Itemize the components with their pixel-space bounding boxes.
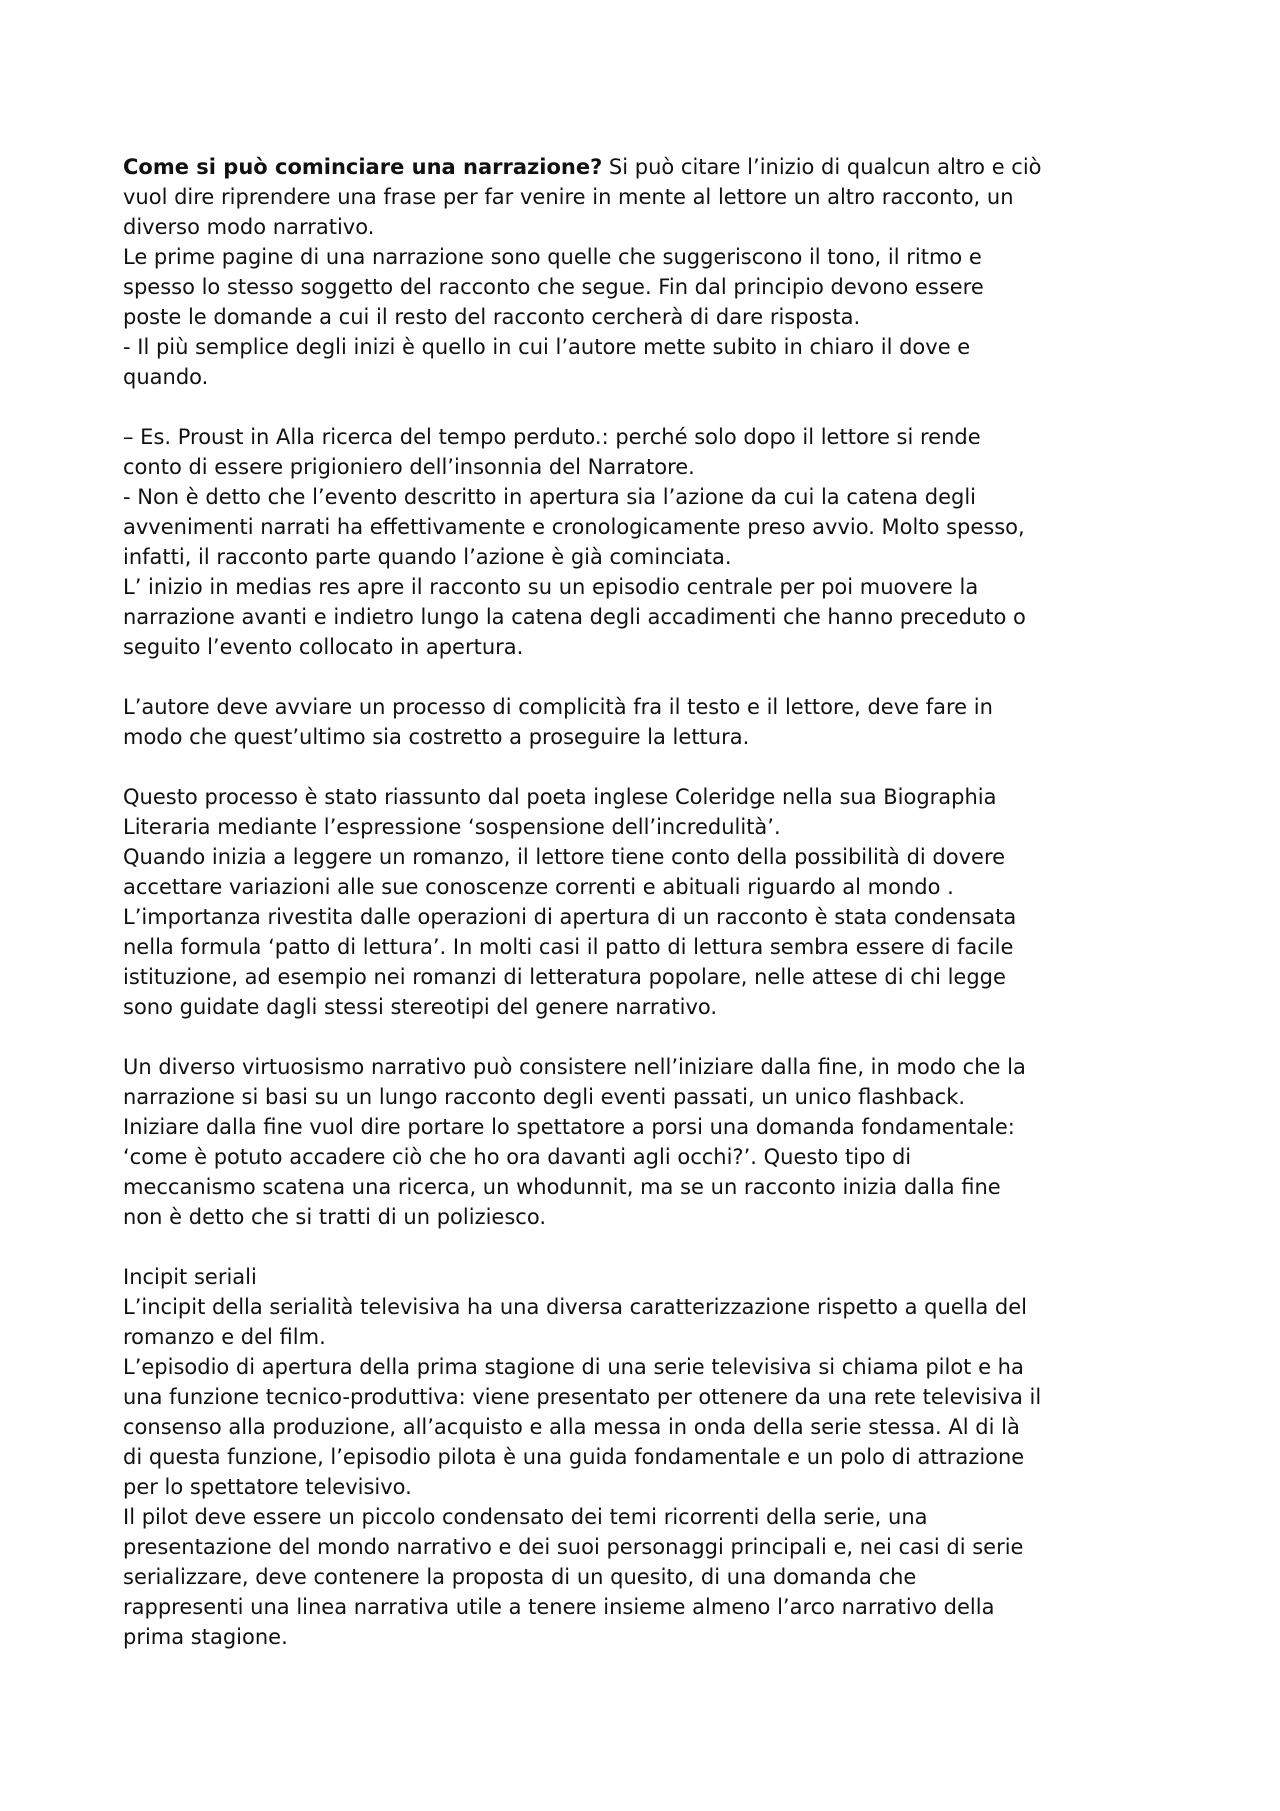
text-line: Iniziare dalla fine vuol dire portare lo spettatore a porsi una domanda fondamentale: [123,1115,1015,1139]
text-line: – Es. Proust in Alla ricerca del tempo perduto.: perché solo dopo il lettore si rende [123,425,981,449]
text-line: Un diverso virtuosismo narrativo può consistere nell’iniziare dalla fine, in modo che la [123,1055,1026,1079]
text-line: accettare variazioni alle sue conoscenze correnti e abituali riguardo al mondo . [123,875,954,899]
section-heading-incipit-seriali: Incipit seriali [123,1265,257,1289]
text-line: - Non è detto che l’evento descritto in apertura sia l’azione da cui la catena degli [123,485,977,509]
text-line: Questo processo è stato riassunto dal poeta inglese Coleridge nella sua Biographia [123,785,997,809]
text-line: una funzione tecnico-produttiva: viene presentato per ottenere da una rete televisiva il [123,1385,1042,1409]
text-line: infatti, il racconto parte quando l’azione è già cominciata. [123,545,732,569]
text-line: ‘come è potuto accadere ciò che ho ora davanti agli occhi?’. Questo tipo di [123,1145,912,1169]
text-line: serializzare, deve contenere la proposta di un quesito, di una domanda che [123,1565,917,1589]
blank-line [123,662,1163,692]
text-line: Il pilot deve essere un piccolo condensato dei temi ricorrenti della serie, una [123,1505,928,1529]
text-line: vuol dire riprendere una frase per far venire in mente al lettore un altro racconto, un [123,185,1014,209]
text-line: istituzione, ad esempio nei romanzi di letteratura popolare, nelle attese di chi legge [123,965,1006,989]
text-line: narrazione avanti e indietro lungo la catena degli accadimenti che hanno preceduto o [123,605,1026,629]
text-line: Quando inizia a leggere un romanzo, il lettore tiene conto della possibilità di dovere [123,845,1006,869]
text-line: spesso lo stesso soggetto del racconto che segue. Fin dal principio devono essere [123,275,984,299]
document-body [123,152,1163,1652]
text-line: avvenimenti narrati ha effettivamente e cronologicamente preso avvio. Molto spesso, [123,515,1025,539]
text-line: L’ inizio in medias res apre il racconto su un episodio centrale per poi muovere la [123,575,979,599]
blank-line [123,752,1163,782]
text-line: nella formula ‘patto di lettura’. In molti casi il patto di lettura sembra essere di facile [123,935,1014,959]
text-line: Literaria mediante l’espressione ‘sospensione dell’incredulità’. [123,815,781,839]
text-line [123,152,1163,182]
text-line: L’importanza rivestita dalle operazioni di apertura di un racconto è stata condensata [123,905,1017,929]
text-line: quando. [123,365,209,389]
text-line: non è detto che si tratti di un poliziesco. [123,1205,546,1229]
text-line: conto di essere prigioniero dell’insonnia del Narratore. [123,455,695,479]
opening-question-heading: Come si può cominciare una narrazione? [123,155,603,179]
text-line: seguito l’evento collocato in apertura. [123,635,524,659]
text-line: L’autore deve avviare un processo di complicità fra il testo e il lettore, deve fare in [123,695,993,719]
text-line: rappresenti una linea narrativa utile a tenere insieme almeno l’arco narrativo della [123,1595,995,1619]
text-line: modo che quest’ultimo sia costretto a proseguire la lettura. [123,725,750,749]
text-line: prima stagione. [123,1625,288,1649]
text-line: - Il più semplice degli inizi è quello in cui l’autore mette subito in chiaro il dove e [123,335,971,359]
text-line: L’episodio di apertura della prima stagione di una serie televisiva si chiama pilot e ha [123,1355,1024,1379]
blank-line [123,392,1163,422]
blank-line [123,1232,1163,1262]
text-line: diverso modo narrativo. [123,215,375,239]
text-line: presentazione del mondo narrativo e dei suoi personaggi principali e, nei casi di serie [123,1535,1024,1559]
text-line: di questa funzione, l’episodio pilota è una guida fondamentale e un polo di attrazione [123,1445,1025,1469]
text-line: Le prime pagine di una narrazione sono quelle che suggeriscono il tono, il ritmo e [123,245,982,269]
text-line: romanzo e del film. [123,1325,326,1349]
text-line: L’incipit della serialità televisiva ha una diversa caratterizzazione rispetto a quella del [123,1295,1027,1319]
text-line-content: Si può citare l’inizio di qualcun altro e ciò [602,155,1042,179]
text-line: per lo spettatore televisivo. [123,1475,412,1499]
blank-line [123,1022,1163,1052]
text-line: narrazione si basi su un lungo racconto degli eventi passati, un unico flashback. [123,1085,966,1109]
text-line: sono guidate dagli stessi stereotipi del genere narrativo. [123,995,718,1019]
text-line: meccanismo scatena una ricerca, un whodunnit, ma se un racconto inizia dalla fine [123,1175,1001,1199]
text-line: consenso alla produzione, all’acquisto e alla messa in onda della serie stessa. Al di là [123,1415,1020,1439]
text-line: poste le domande a cui il resto del racconto cercherà di dare risposta. [123,305,861,329]
